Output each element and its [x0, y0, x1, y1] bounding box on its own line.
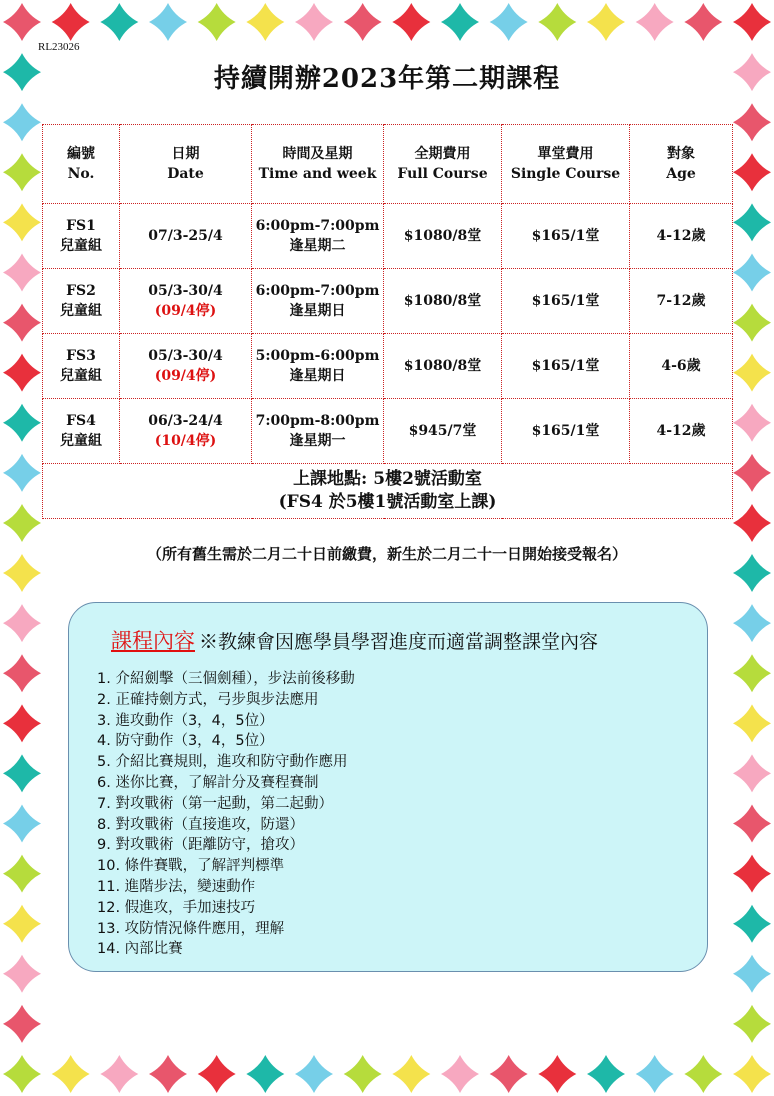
diamond-star-icon [733, 855, 771, 893]
diamond-star-icon [3, 905, 41, 943]
date-suspension-note: (09/4停) [154, 368, 217, 384]
diamond-star-icon [3, 454, 41, 492]
cell-single-fee: $165/1堂 [502, 334, 630, 399]
course-content-panel [68, 602, 708, 972]
cell-time: 6:00pm-7:00pm 逢星期二 [252, 204, 384, 269]
diamond-star-icon [684, 3, 722, 41]
diamond-star-icon [587, 1055, 625, 1093]
diamond-star-icon [3, 253, 41, 291]
diamond-star-icon [733, 203, 771, 241]
header-time: 時間及星期 Time and week [252, 125, 384, 204]
cell-age: 4-6歲 [630, 334, 733, 399]
diamond-star-icon [733, 1055, 771, 1093]
diamond-star-icon [3, 805, 41, 843]
venue-row [43, 464, 733, 519]
diamond-star-icon [3, 1055, 41, 1093]
diamond-star-icon [490, 3, 528, 41]
diamond-star-icon [733, 955, 771, 993]
diamond-star-icon [3, 754, 41, 792]
diamond-star-icon [295, 1055, 333, 1093]
diamond-star-icon [733, 604, 771, 642]
schedule-table [42, 124, 733, 519]
diamond-star-icon [538, 3, 576, 41]
diamond-star-icon [733, 805, 771, 843]
table-row [43, 399, 733, 464]
diamond-star-icon [295, 3, 333, 41]
list-item: 7. 對攻戰術（第一起動，第二起動） [97, 795, 333, 812]
diamond-star-icon [733, 704, 771, 742]
cell-date: 05/3-30/4 (09/4停) [120, 269, 252, 334]
cell-code: FS4 兒童組 [43, 399, 120, 464]
diamond-star-icon [733, 504, 771, 542]
table-row [43, 334, 733, 399]
diamond-star-icon [344, 1055, 382, 1093]
diamond-star-icon [733, 103, 771, 141]
diamond-star-icon [100, 3, 138, 41]
cell-full-fee: $1080/8堂 [384, 334, 502, 399]
cell-age: 7-12歲 [630, 269, 733, 334]
table-row [43, 204, 733, 269]
diamond-star-icon [733, 1005, 771, 1043]
diamond-star-icon [3, 955, 41, 993]
diamond-star-icon [392, 3, 430, 41]
diamond-star-icon [733, 253, 771, 291]
list-item: 2. 正確持劍方式，弓步與步法應用 [97, 691, 319, 708]
cell-code: FS3 兒童組 [43, 334, 120, 399]
diamond-star-icon [149, 3, 187, 41]
cell-full-fee: $1080/8堂 [384, 204, 502, 269]
table-header-row [43, 125, 733, 204]
diamond-star-icon [733, 454, 771, 492]
cell-time: 7:00pm-8:00pm 逢星期一 [252, 399, 384, 464]
diamond-star-icon [490, 1055, 528, 1093]
header-single-course: 單堂費用 Single Course [502, 125, 630, 204]
list-item: 11. 進階步法，變速動作 [97, 878, 256, 895]
page-title: 持續開辦2023年第二期課程 [213, 64, 561, 94]
diamond-star-icon [246, 1055, 284, 1093]
list-item: 8. 對攻戰術（直接進攻，防還） [97, 816, 304, 833]
cell-single-fee: $165/1堂 [502, 269, 630, 334]
header-full-course: 全期費用 Full Course [384, 125, 502, 204]
document-code: RL23026 [38, 41, 80, 53]
header-date: 日期 Date [120, 125, 252, 204]
diamond-star-icon [52, 3, 90, 41]
diamond-star-icon [733, 754, 771, 792]
diamond-star-icon [733, 153, 771, 191]
cell-full-fee: $1080/8堂 [384, 269, 502, 334]
header-age: 對象 Age [630, 125, 733, 204]
list-item: 13. 攻防情況條件應用，理解 [97, 920, 285, 937]
venue-cell: 上課地點: 5樓2號活動室 (FS4 於5樓1號活動室上課) [43, 464, 733, 519]
list-item: 9. 對攻戰術（距離防守，搶攻） [97, 837, 304, 854]
cell-single-fee: $165/1堂 [502, 204, 630, 269]
diamond-star-icon [344, 3, 382, 41]
diamond-star-icon [198, 1055, 236, 1093]
cell-code: FS1 兒童組 [43, 204, 120, 269]
cell-time: 5:00pm-6:00pm 逢星期日 [252, 334, 384, 399]
diamond-star-icon [587, 3, 625, 41]
list-item: 4. 防守動作（3，4，5位） [97, 733, 274, 750]
diamond-star-icon [3, 404, 41, 442]
diamond-star-icon [52, 1055, 90, 1093]
diamond-star-icon [3, 604, 41, 642]
diamond-star-icon [246, 3, 284, 41]
diamond-star-icon [3, 203, 41, 241]
cell-age: 4-12歲 [630, 204, 733, 269]
list-item: 6. 迷你比賽，了解計分及賽程賽制 [97, 774, 319, 791]
diamond-star-icon [684, 1055, 722, 1093]
diamond-star-icon [441, 3, 479, 41]
cell-single-fee: $165/1堂 [502, 399, 630, 464]
cell-date: 05/3-30/4 (09/4停) [120, 334, 252, 399]
diamond-star-icon [3, 855, 41, 893]
diamond-star-icon [3, 103, 41, 141]
diamond-star-icon [198, 3, 236, 41]
diamond-star-icon [3, 153, 41, 191]
diamond-star-icon [733, 354, 771, 392]
date-suspension-note: (10/4停) [154, 433, 217, 449]
list-item: 1. 介紹劍擊（三個劍種），步法前後移動 [97, 671, 355, 687]
diamond-star-icon [636, 3, 674, 41]
diamond-star-icon [733, 654, 771, 692]
diamond-star-icon [733, 404, 771, 442]
diamond-star-icon [100, 1055, 138, 1093]
course-content-note: ※教練會因應學員學習進度而適當調整課堂內容 [199, 631, 599, 653]
registration-notice: （所有舊生需於二月二十日前繳費，新生於二月二十一日開始接受報名） [146, 545, 627, 563]
diamond-star-icon [392, 1055, 430, 1093]
diamond-star-icon [441, 1055, 479, 1093]
cell-date: 06/3-24/4 (10/4停) [120, 399, 252, 464]
diamond-star-icon [3, 654, 41, 692]
diamond-star-icon [3, 304, 41, 342]
cell-time: 6:00pm-7:00pm 逢星期日 [252, 269, 384, 334]
cell-full-fee: $945/7堂 [384, 399, 502, 464]
table-row [43, 269, 733, 334]
diamond-star-icon [3, 3, 41, 41]
header-code: 編號 No. [43, 125, 120, 204]
diamond-star-icon [733, 3, 771, 41]
diamond-star-icon [149, 1055, 187, 1093]
course-content-title: 課程內容 [111, 629, 195, 653]
diamond-star-icon [3, 504, 41, 542]
list-item: 14. 內部比賽 [97, 941, 183, 958]
diamond-star-icon [3, 1005, 41, 1043]
list-item: 3. 進攻動作（3，4，5位） [97, 712, 274, 729]
diamond-star-icon [3, 704, 41, 742]
diamond-star-icon [733, 304, 771, 342]
course-item-list [97, 669, 355, 960]
diamond-star-icon [538, 1055, 576, 1093]
list-item: 10. 條件賽戰，了解評判標準 [97, 858, 285, 875]
list-item: 5. 介紹比賽規則，進攻和防守動作應用 [97, 754, 348, 771]
course-content-heading [111, 625, 598, 655]
cell-date: 07/3-25/4 [120, 204, 252, 269]
cell-code: FS2 兒童組 [43, 269, 120, 334]
diamond-star-icon [636, 1055, 674, 1093]
diamond-star-icon [733, 905, 771, 943]
list-item: 12. 假進攻，手加速技巧 [97, 899, 256, 916]
date-suspension-note: (09/4停) [154, 303, 217, 319]
cell-age: 4-12歲 [630, 399, 733, 464]
diamond-star-icon [3, 354, 41, 392]
